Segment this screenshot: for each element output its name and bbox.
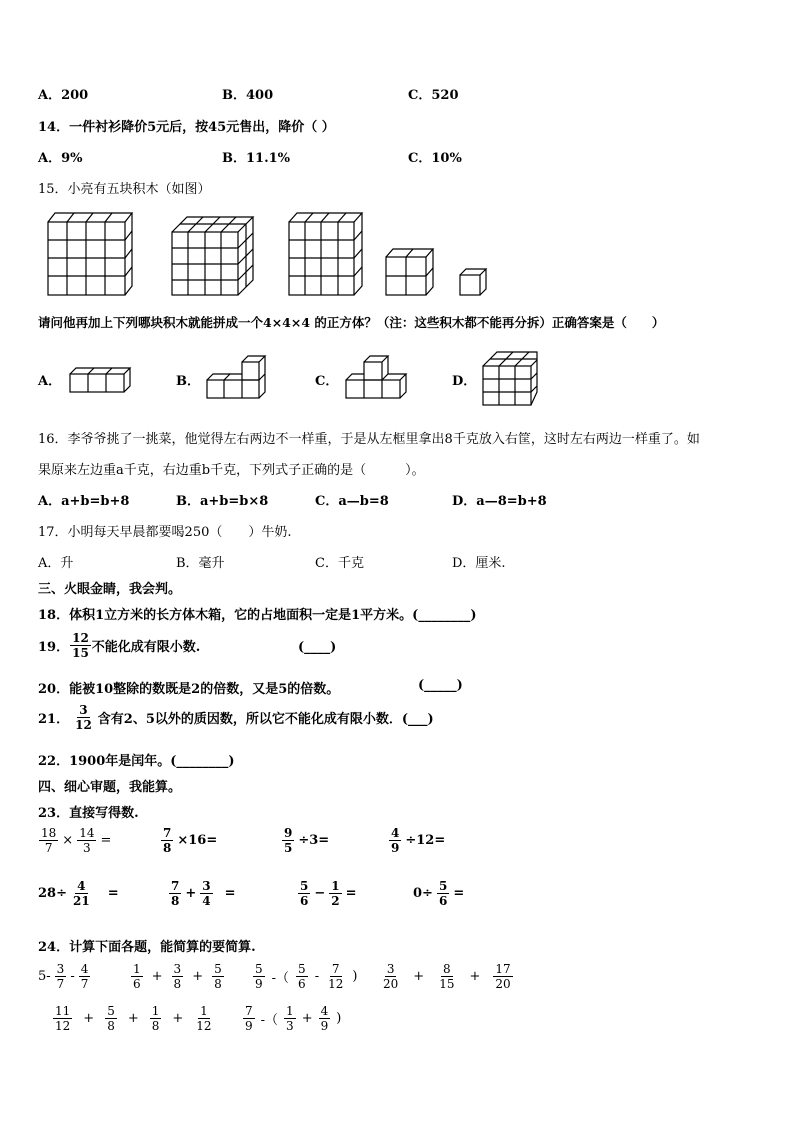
q21 [38, 704, 434, 731]
q14-option-b: B．11.1% [222, 151, 291, 166]
q23-r2-e4: 0÷ $\frac{5}{6}$ = [413, 879, 465, 908]
q23-r1-e4: $\frac{4}{9}$ ÷12= [391, 826, 446, 855]
q23-r2-e1: 28÷ $\frac{4}{21}$ = [38, 879, 119, 908]
q17-option-a: A．升 [38, 556, 74, 571]
section-3-heading: 三、火眼金睛，我会判。 [38, 582, 182, 597]
q17-option-d: D．厘米. [452, 556, 506, 571]
q16-stem-line1: 16．李爷爷挑了一挑菜，他觉得左右两边不一样重，于是从左框里拿出8千克放入右筐，这时左右两边一样重了。如 [38, 432, 700, 447]
q16-stem-line2: 果原来左边重a千克，右边重b千克，下列式子正确的是（ ）。 [38, 463, 425, 478]
section-4-heading: 四、细心审题，我能算。 [38, 780, 182, 795]
q15-option-d-label: D． [452, 374, 477, 389]
q24-e2: $\frac{1}{6}$ + $\frac{3}{8}$ + $\frac{5}{8}$ [133, 962, 222, 991]
q21-text: 含有2、5以外的质因数，所以它不能化成有限小数．(___) [97, 712, 434, 727]
q22-text: 22．1900年是闰年。(________) [38, 754, 235, 769]
q21-number: 21． [38, 712, 70, 727]
q23-r2-e2: $\frac{7}{8}$ + $\frac{3}{4}$ = [171, 879, 236, 908]
q24-e5: $\frac{11}{12}$ + $\frac{5}{8}$ + $\frac{1}{8}$ + $\frac{1}{12}$ [55, 1004, 212, 1033]
q14-option-c: C．10% [408, 151, 462, 166]
q19-fraction: $\frac{12}{15}$ [72, 631, 89, 660]
q24-stem: 24．计算下面各题，能简算的要简算. [38, 940, 256, 955]
q23-r1-e2: $\frac{7}{8}$ ×16= [163, 826, 218, 855]
q13-option-a: A．200 [38, 88, 89, 103]
q17-stem: 17．小明每天早晨都要喝250（ ）牛奶. [38, 525, 292, 540]
q14-option-a: A．9% [38, 151, 83, 166]
q24-e6: $\frac{7}{9}$ -（ $\frac{1}{3}$ + $\frac{4}{9}$ ) [245, 1004, 342, 1033]
q20-blank: (_____) [418, 678, 463, 693]
q23-r1-e1: $\frac{18}{7}$ × $\frac{14}{3}$ = [41, 826, 112, 855]
q23-stem: 23．直接写得数. [38, 806, 139, 821]
q16-option-a: A．a+b=b+8 [38, 494, 130, 509]
q17-option-b: B．毫升 [176, 556, 225, 571]
q16-option-c: C．a—b=8 [315, 494, 389, 509]
q16-option-d: D．a—8=b+8 [452, 494, 547, 509]
q24-e4: $\frac{3}{20}$ + $\frac{8}{15}$ + $\frac{17}{20}$ [383, 962, 511, 991]
q15-stem: 15．小亮有五块积木（如图） [38, 182, 211, 197]
q15-option-b-label: B． [176, 374, 200, 389]
q23-r2-e3: $\frac{5}{6}$ − $\frac{1}{2}$ = [300, 879, 357, 908]
q20-text: 20．能被10整除的数既是2的倍数，又是5的倍数。 [38, 682, 340, 697]
q24-e3: $\frac{5}{9}$ -（ $\frac{5}{6}$ - $\frac{7}{12}$ ) [255, 962, 358, 991]
q17-option-c: C．千克 [315, 556, 364, 571]
q14-stem: 14．一件衬衫降价5元后，按45元售出，降价（ ） [38, 120, 335, 135]
q18-text: 18．体积1立方米的长方体木箱，它的占地面积一定是1平方米。(________) [38, 608, 477, 623]
q19-text: 不能化成有限小数. [91, 640, 201, 655]
q15-question: 请问他再加上下列哪块积木就能拼成一个4×4×4 的正方体？（注：这些积木都不能再分拆）正确答案是（ ） [38, 315, 665, 330]
q19-blank: (____) [298, 640, 337, 655]
q23-r1-e3: $\frac{9}{5}$ ÷3= [284, 826, 330, 855]
q15-option-c-label: C． [315, 374, 339, 389]
q19-number: 19． [38, 640, 70, 655]
q24-e1: 5- $\frac{3}{7}$ - $\frac{4}{7}$ [38, 962, 89, 991]
q15-option-a-label: A． [38, 374, 62, 389]
q13-option-b: B．400 [222, 88, 274, 103]
q15-options-figure [0, 0, 794, 420]
q21-fraction: $\frac{3}{12}$ [75, 703, 92, 732]
q19 [38, 632, 200, 659]
q13-option-c: C．520 [408, 88, 459, 103]
q16-option-b: B．a+b=b×8 [176, 494, 269, 509]
